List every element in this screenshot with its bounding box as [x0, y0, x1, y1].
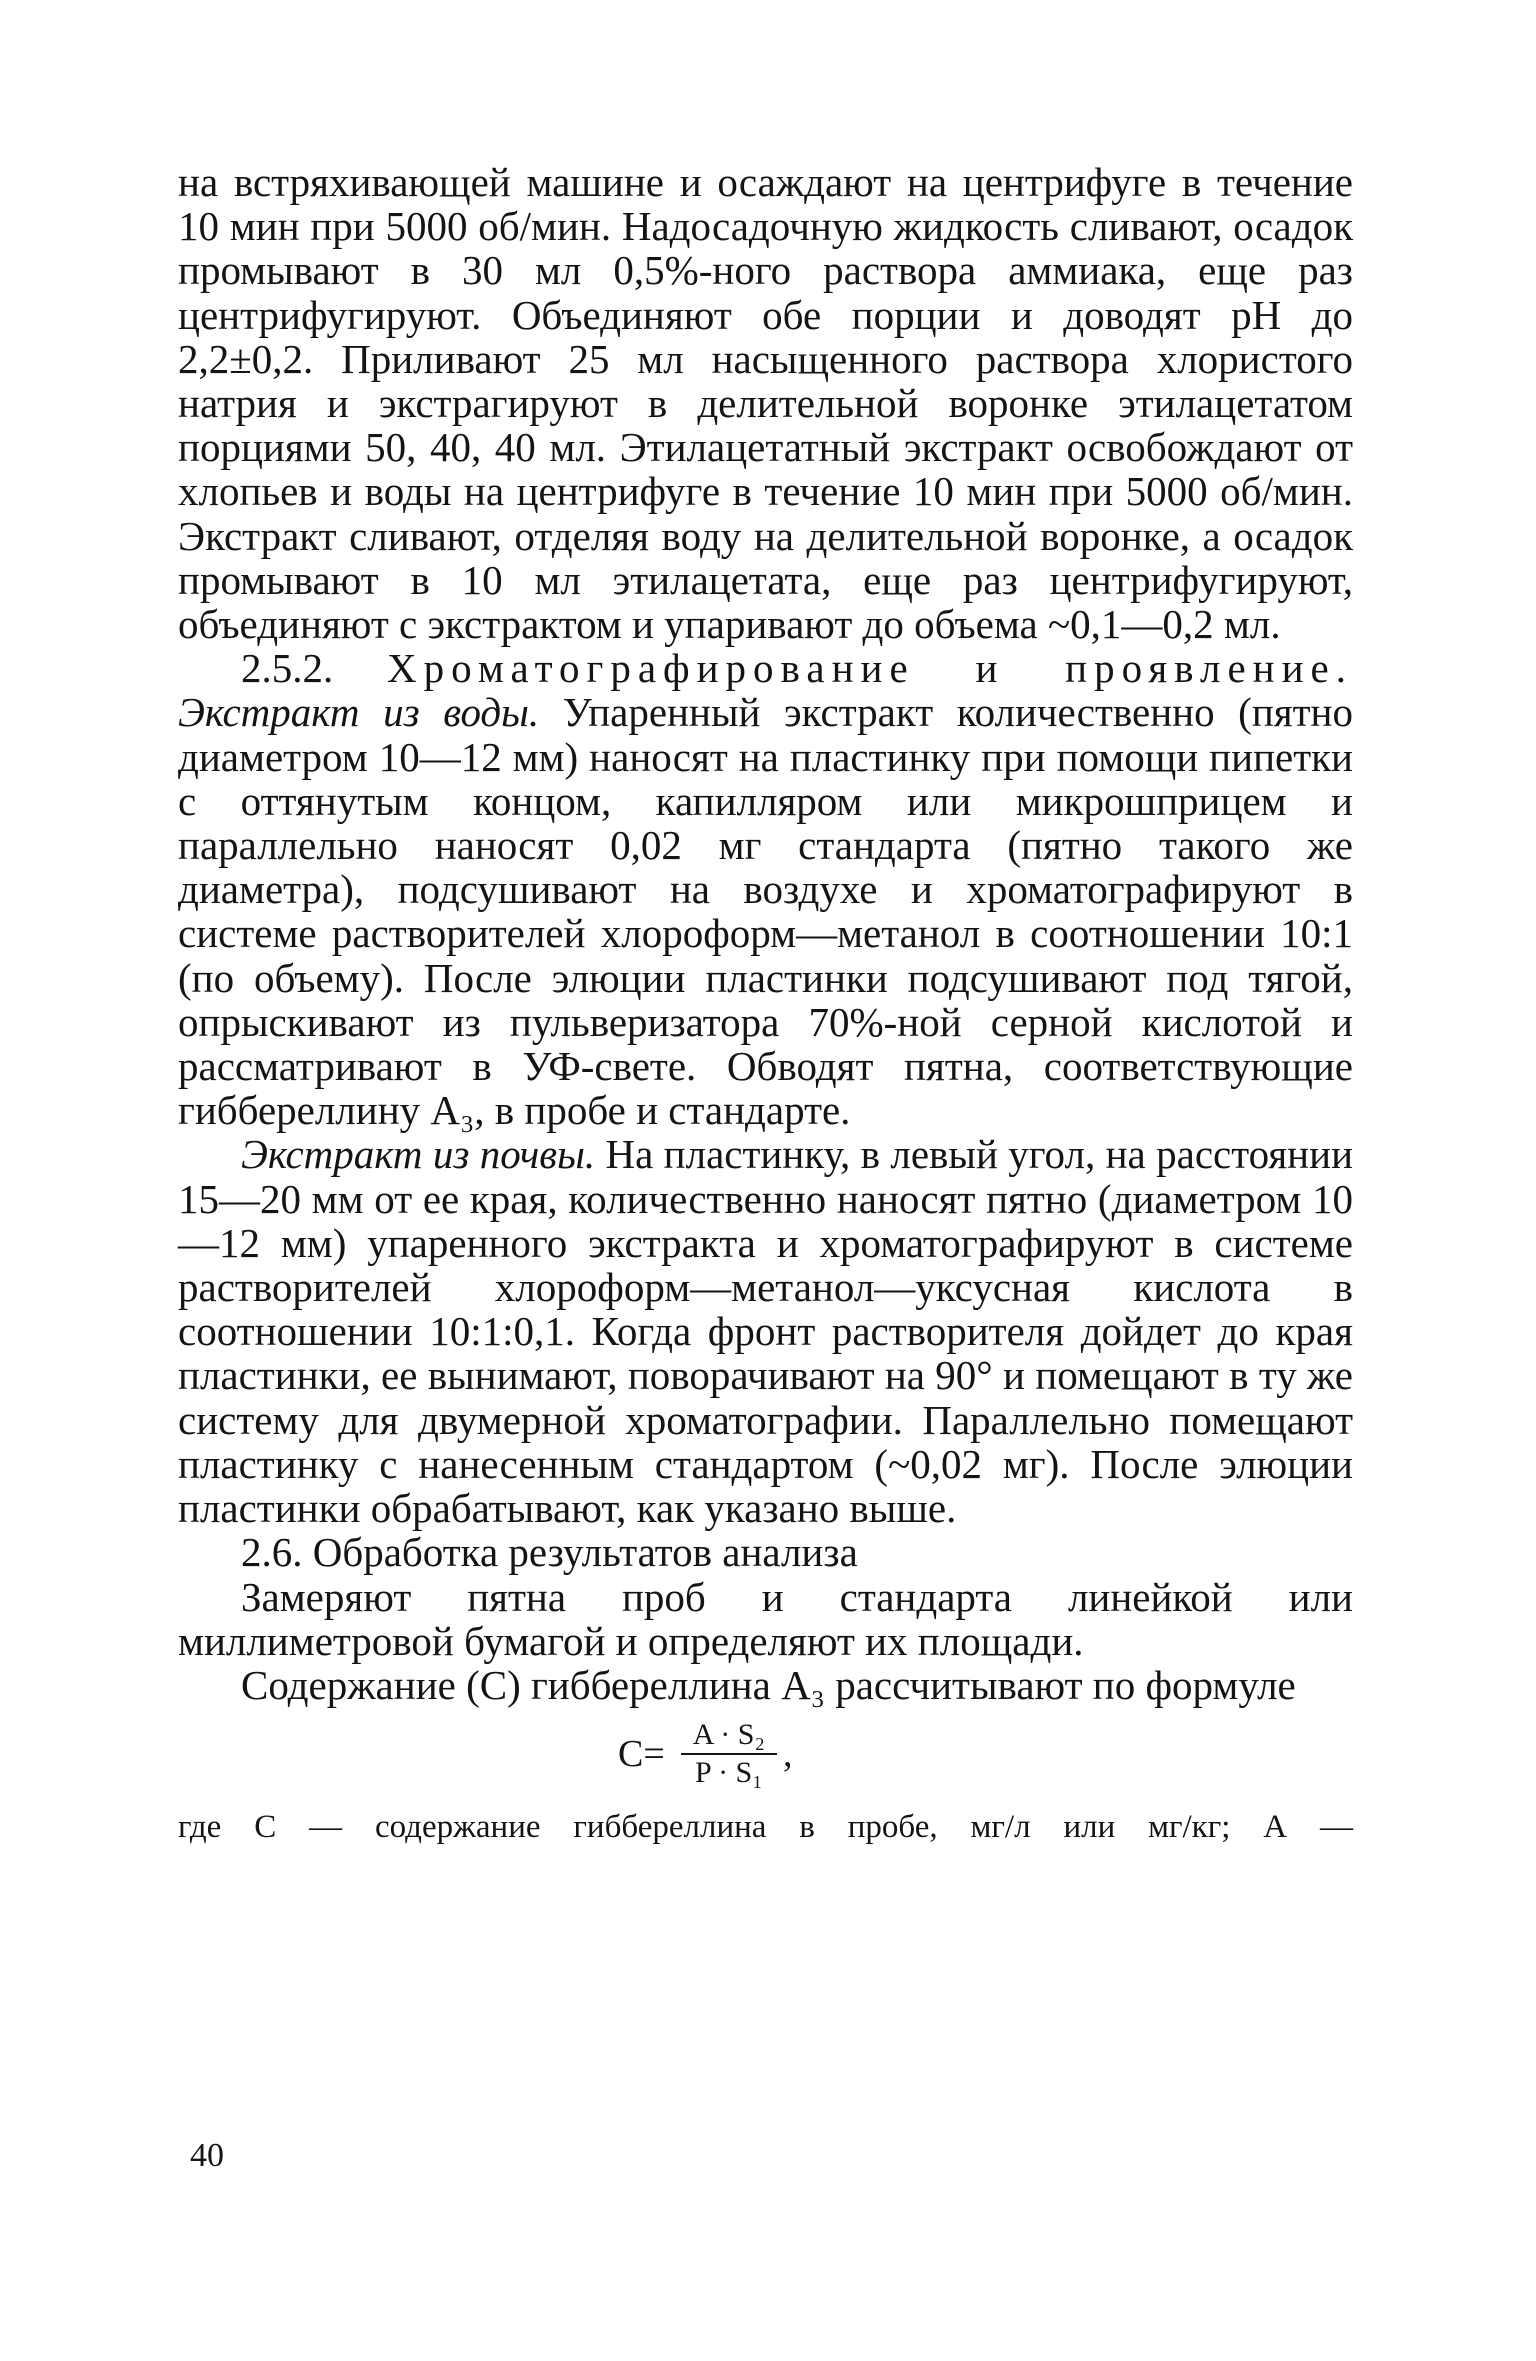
- formula-numerator: A · S₂: [692, 1718, 765, 1752]
- paragraph-soil-extract: [178, 1132, 1353, 1530]
- formula: [618, 1717, 792, 1791]
- subsection-heading: Хроматографирование и проявление.: [387, 645, 1353, 692]
- soil-extract-text: На пластинку, в левый угол, на расстоянии 15—20 мм от ее края, количественно наносят пятно (диаметром 10—12 мм) упаренного экстракта и хроматографируют в системе растворителей хлороформ—метанол—уксусная кислота в соотношении 10:1:0,1. Когда фронт растворителя дойдет до края пластинки, ее вынимают, поворачивают на 90° и помещают в ту же систему для двумерной хроматографии. Параллельно помещают пластинку с нанесенным стандартом (~0,02 мг). После элюции пластинки обрабатывают, как указано выше.: [178, 1131, 1354, 1532]
- formula-block: [178, 1711, 1353, 1807]
- water-extract-text: Упаренный экстракт количественно (пятно диаметром 10—12 мм) наносят на пластинку при помощи пипетки с оттянутым концом, капилляром или микрошприцем и параллельно наносят 0,02 мг стандарта (пятно такого же диаметра), подсушивают на воздухе и хроматографируют в системе растворителей хлороформ—метанол в соотношении 10:1 (по объему). После элюции пластинки подсушивают под тягой, опрыскивают из пульверизатора 70%-ной серной кислотой и рассматривают в УФ-свете. Обводят пятна, соответствующие гиббереллину A₃, в пробе и стандарте.: [178, 689, 1353, 1134]
- paragraph-chromatography: [178, 646, 1353, 1132]
- formula-fraction: [681, 1717, 777, 1791]
- formula-lhs: С=: [618, 1733, 665, 1776]
- page-number: 40: [190, 2137, 224, 2174]
- formula-denominator: P · S₁: [695, 1756, 763, 1790]
- water-extract-label: Экстракт из воды.: [178, 689, 540, 736]
- paragraph-extraction: на встряхивающей машине и осаждают на центрифуге в течение 10 мин при 5000 об/мин. Надосадочную жидкость сливают, осадок промывают в 30 мл 0,5%-ного раствора аммиака, еще раз центрифугируют. Объединяют обе порции и доводят pH до 2,2±0,2. Приливают 25 мл насыщенного раствора хлористого натрия и экстрагируют в делительной воронке этилацетатом порциями 50, 40, 40 мл. Этилацетатный экстракт освобождают от хлопьев и воды на центрифуге в течение 10 мин при 5000 об/мин. Экстракт сливают, отделяя воду на делительной воронке, а осадок промывают в 10 мл этилацетата, еще раз центрифугируют, объединяют с экстрактом и упаривают до объема ~0,1—0,2 мл.: [178, 159, 1353, 648]
- paragraph-measurement: Замеряют пятна проб и стандарта линейкой или миллиметровой бумагой и определяют их площади.: [178, 1573, 1353, 1664]
- footnote-definitions: где С — содержание гиббереллина в пробе, мг/л или мг/кг; А —: [178, 1809, 1353, 1846]
- formula-trailing: ,: [782, 1733, 793, 1776]
- page-content: [178, 160, 1353, 1847]
- subsection-number: 2.5.2.: [241, 645, 334, 692]
- section-heading: 2.6. Обработка результатов анализа: [241, 1529, 858, 1576]
- paragraph-formula-intro: Содержание (С) гиббереллина A₃ рассчитывают по формуле: [241, 1661, 1296, 1708]
- soil-extract-label: Экстракт из почвы.: [241, 1131, 596, 1178]
